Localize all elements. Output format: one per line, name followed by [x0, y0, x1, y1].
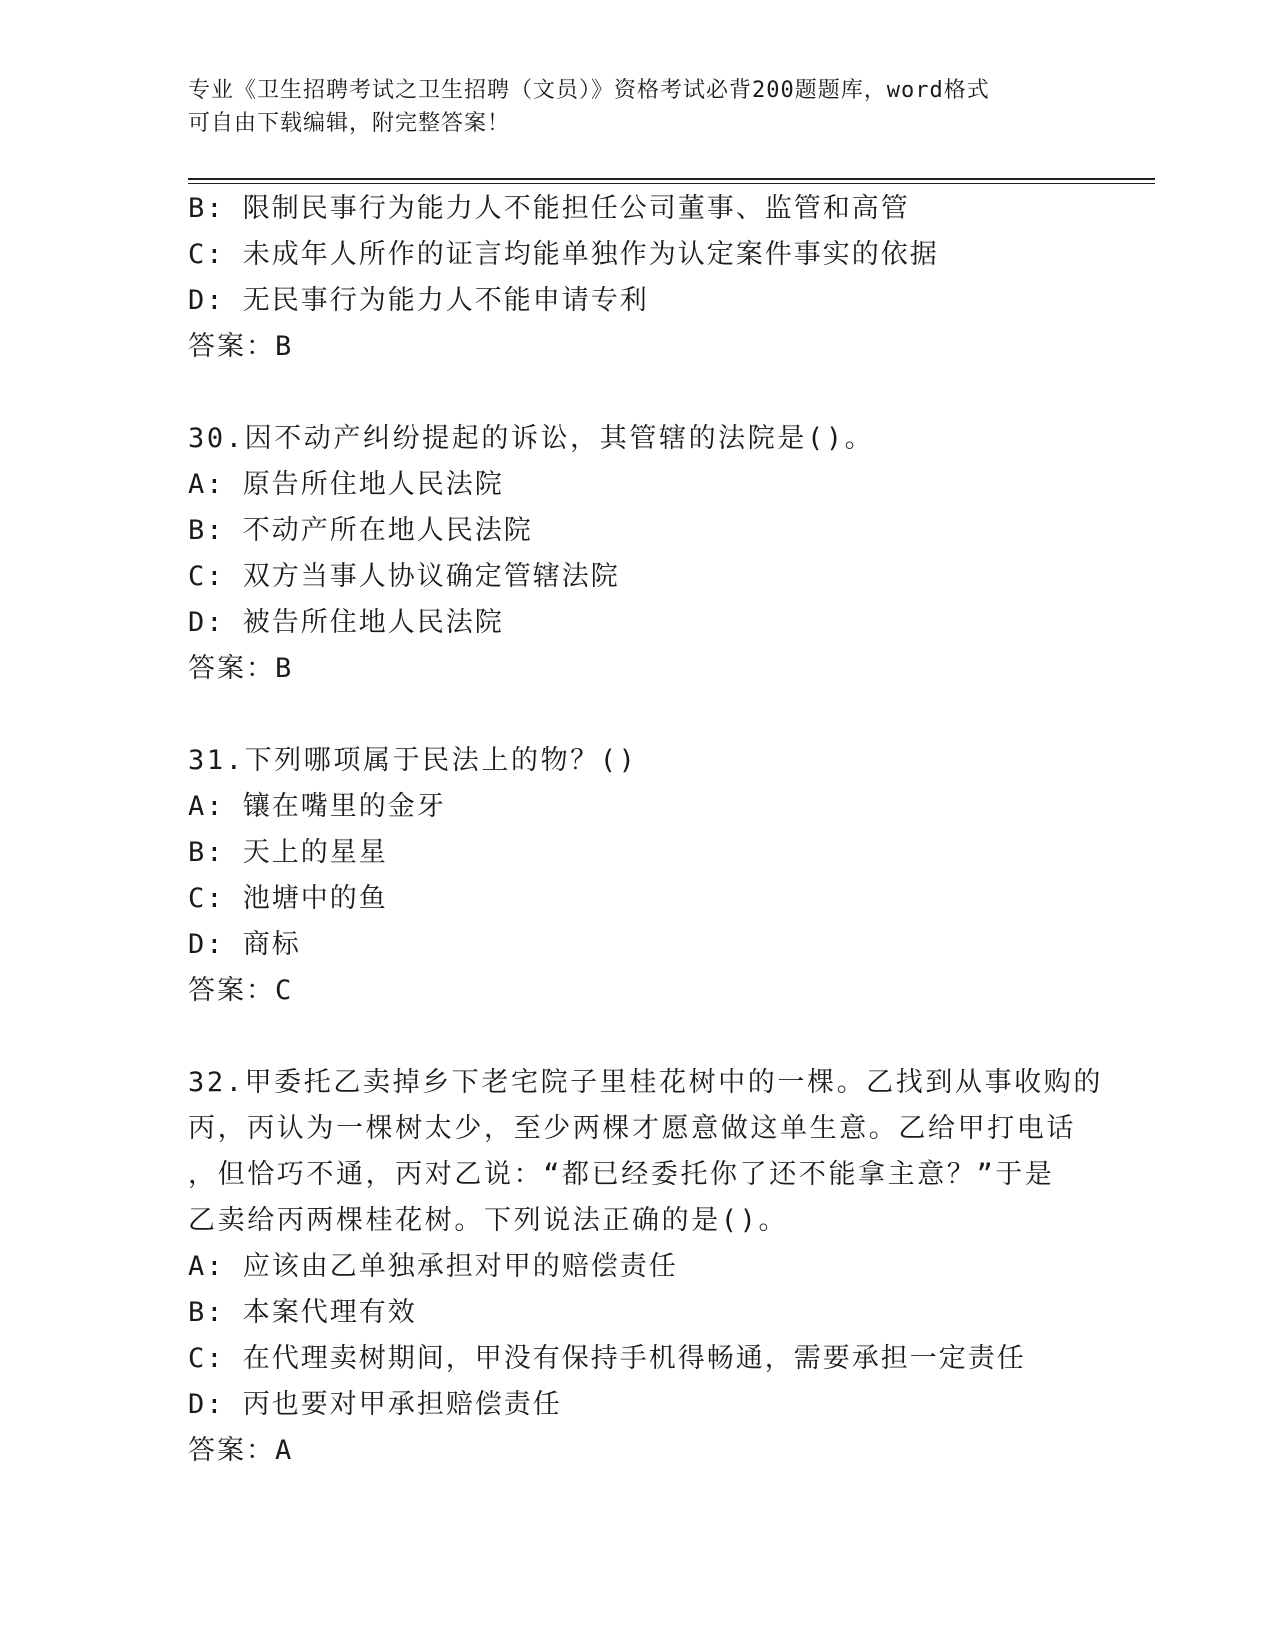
option-c: C: 双方当事人协议确定管辖法院 — [188, 561, 620, 592]
option-a: A: 原告所住地人民法院 — [188, 469, 504, 500]
option-b: B: 不动产所在地人民法院 — [188, 515, 533, 546]
answer-label: 答案： — [188, 331, 275, 362]
question-block-31 — [188, 738, 1088, 1014]
option-b: B: 天上的星星 — [188, 837, 388, 868]
question-stem-line-2: 丙，丙认为一棵树太少，至少两棵才愿意做这单生意。乙给甲打电话 — [188, 1113, 1076, 1144]
spacer — [188, 370, 1088, 416]
question-list — [188, 186, 1103, 1474]
question-block-32 — [188, 1060, 1103, 1474]
answer-label: 答案： — [188, 1435, 275, 1466]
question-stem-line-3: ，但恰巧不通，丙对乙说：“都已经委托你了还不能拿主意？”于是 — [188, 1159, 1055, 1190]
option-a: A: 镶在嘴里的金牙 — [188, 791, 446, 822]
question-block-29 — [188, 186, 1088, 370]
option-b: B: 限制民事行为能力人不能担任公司董事、监管和高管 — [188, 193, 910, 224]
header-line-1: 专业《卫生招聘考试之卫生招聘（文员）》资格考试必背200题题库，word格式 — [188, 78, 990, 103]
header-line-2: 可自由下载编辑，附完整答案！ — [188, 111, 511, 136]
question-stem-line-1: 32.甲委托乙卖掉乡下老宅院子里桂花树中的一棵。乙找到从事收购的 — [188, 1067, 1103, 1098]
spacer — [188, 1014, 1088, 1060]
header-note — [188, 74, 1088, 140]
option-d: D: 无民事行为能力人不能申请专利 — [188, 285, 649, 316]
answer-value: C — [275, 975, 293, 1006]
answer-line — [188, 646, 1088, 692]
spacer — [188, 692, 1088, 738]
option-d: D: 商标 — [188, 929, 301, 960]
option-c: C: 未成年人所作的证言均能单独作为认定案件事实的依据 — [188, 239, 939, 270]
question-stem-line-4: 乙卖给丙两棵桂花树。下列说法正确的是()。 — [188, 1205, 789, 1236]
answer-value: A — [275, 1435, 293, 1466]
question-block-30 — [188, 416, 1088, 692]
answer-label: 答案： — [188, 653, 275, 684]
option-d: D: 被告所住地人民法院 — [188, 607, 504, 638]
option-c: C: 池塘中的鱼 — [188, 883, 388, 914]
answer-label: 答案： — [188, 975, 275, 1006]
answer-value: B — [275, 653, 293, 684]
answer-line — [188, 968, 1088, 1014]
option-b: B: 本案代理有效 — [188, 1297, 417, 1328]
option-d: D: 丙也要对甲承担赔偿责任 — [188, 1389, 562, 1420]
question-stem: 30.因不动产纠纷提起的诉讼，其管辖的法院是()。 — [188, 423, 875, 454]
option-a: A: 应该由乙单独承担对甲的赔偿责任 — [188, 1251, 678, 1282]
answer-value: B — [275, 331, 293, 362]
header-divider — [188, 178, 1155, 184]
option-c: C: 在代理卖树期间，甲没有保持手机得畅通，需要承担一定责任 — [188, 1343, 1026, 1374]
question-stem: 31.下列哪项属于民法上的物？() — [188, 745, 638, 776]
answer-line — [188, 1428, 1088, 1474]
answer-line — [188, 324, 1088, 370]
